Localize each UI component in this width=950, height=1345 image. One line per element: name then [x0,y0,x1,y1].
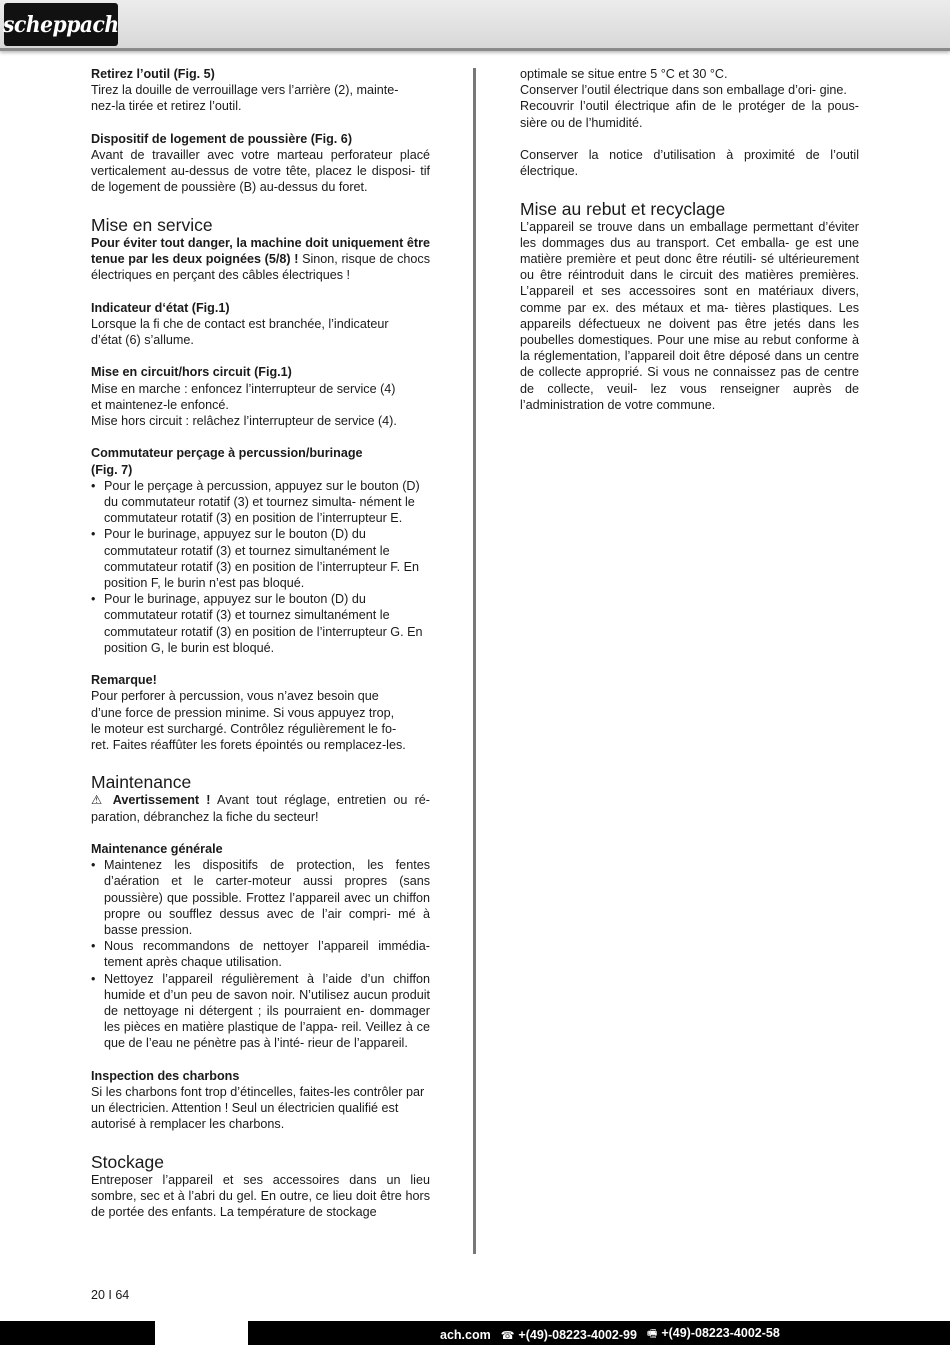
phone-icon: ☎ [500,1329,515,1342]
fax-icon: 🖷 [646,1328,658,1340]
mise-en-service-warning: Pour éviter tout danger, la machine doit uniquement être tenue par les deux poignées (5/8) ! [91,235,430,266]
footer-website[interactable]: ach.com [440,1327,491,1342]
disposal-recycling-text: L’appareil se trouve dans un emballage permettant d’éviter les dommages dus au transport. Cet emballa- ge est une matière première et peut donc être réutili- sé ultérieurement ou être réintroduit dans le circuit des matières premières. L’appareil et ses accessoires sont en matériaux divers, comme par ex. des métaux et ma- tières plastiques. Les appareils défectueux ne doivent pas être jetés dans les poubelles domestiques. Pour une mise au rebut conforme à la réglementation, l’appareil doit être déposé dans un centre de collecte approprié. Si vous ne connaissez pas de centre de collecte, veuil- lez vous renseigner auprès de l’administration de votre commune. [520,219,859,412]
storage-line: Conserver l’outil électrique dans son emballage d’ori- gine. [520,83,847,98]
remark-line: ret. Faites réaffûter les forets épointés ou remplacez-les. [91,738,406,753]
footer-bar-gap [155,1321,248,1345]
remark-line: le moteur est surchargé. Contrôlez régulièrement le fo- [91,721,397,736]
mode-switch-list [91,478,430,656]
status-indicator-line: Lorsque la fi che de contact est branchée, l’indicateur [91,316,389,331]
dust-collector-text: Avant de travailler avec votre marteau perforateur placé verticalement au-dessus de votre tête, placez le disposi- tif de logement de poussière (B) au-dessus du foret. [91,148,430,195]
retirez-outil-line: nez-la tirée et retirez l’outil. [91,99,242,114]
maintenance-title: Maintenance [91,772,192,793]
scheppach-logo [4,3,118,46]
on-off-heading: Mise en circuit/hors circuit (Fig.1) [91,365,292,380]
logo-text: scheppach [3,11,119,38]
brush-inspection-heading: Inspection des charbons [91,1068,240,1083]
storage-line: Recouvrir l’outil électrique afin de le protéger de la pous- sière ou de l’humidité. [520,99,859,130]
list-item: • Pour le perçage à percussion, appuyez sur le bouton (D) du commutateur rotatif (3) et tournez simulta- nément le commutateur rotatif (3) en position de l’interrupteur E. [91,478,430,527]
mise-en-service-title: Mise en service [91,214,213,235]
list-item: • Maintenez les dispositifs de protection, les fentes d’aération et le carter-moteur aussi propres (sans poussière) que possible. Frottez l’appareil avec un chiffon propre ou soufflez dessus avec de l’air compri- mé à basse pression. [91,857,430,938]
on-off-line: et maintenez-le enfoncé. [91,397,229,412]
disposal-recycling-title: Mise au rebut et recyclage [520,198,726,219]
mise-en-service-rest: Sinon, risque de chocs électriques en perçant des câbles électriques ! [91,252,430,283]
footer-fax-group [647,1325,780,1344]
status-indicator-line: d’état (6) s’allume. [91,333,194,347]
warning-text: Avant tout réglage, entretien ou ré- paration, débranchez la fiche du secteur! [91,793,430,824]
mise-en-service-text [91,235,430,284]
manual-notice: Conserver la notice d’utilisation à proximité de l’outil électrique. [520,148,859,179]
warning-label: Avertissement ! [106,793,211,808]
storage-continued: optimale se situe entre 5 °C et 30 °C. [520,67,728,81]
mode-switch-heading: Commutateur perçage à percussion/burinage [91,446,363,461]
mode-switch-heading-fig: (Fig. 7) [91,462,133,477]
remark-line: Pour perforer à percussion, vous n’avez besoin que [91,689,379,704]
list-item: • Pour le burinage, appuyez sur le bouton (D) du commutateur rotatif (3) et tournez simultanément le commutateur rotatif (3) en position de l’interrupteur F. En position F, le burin n’est pas bloqué. [91,526,430,591]
storage-text: Entreposer l’appareil et ses accessoires dans un lieu sombre, sec et à l’abri du gel. En outre, ce lieu doit être hors de portée des enfants. La température de stockage [91,1172,430,1220]
page-number: 20 I 64 [91,1288,130,1302]
brush-inspection-text: Si les charbons font trop d’étincelles, faites-les contrôler par un électricien. Attention ! Seul un électricien qualifié est autorisé à remplacer les charbons. [91,1085,425,1132]
remark-line: d’une force de pression minime. Si vous appuyez trop, [91,705,395,720]
status-indicator-heading: Indicateur d‘état (Fig.1) [91,300,230,315]
on-off-line: Mise hors circuit : relâchez l’interrupteur de service (4). [91,414,397,428]
footer-fax: +(49)-08223-4002-58 [661,1326,780,1340]
dust-collector-heading: Dispositif de logement de poussière (Fig. 6) [91,131,353,146]
maintenance-warning [91,792,430,824]
retirez-outil-line: Tirez la douille de verrouillage vers l’arrière (2), mainte- [91,83,399,98]
general-maintenance-heading: Maintenance générale [91,842,223,857]
page-header-band [0,0,950,51]
remark-heading: Remarque! [91,673,157,688]
list-item: • Nettoyez l’appareil régulièrement à l’aide d’un chiffon humide et d’un peu de savon noir. N’utilisez aucun produit de nettoyage ni détergent ; ils pourraient en- dommager les pièces en matière plastique de l’appa- reil. Veillez à ce que de l’eau ne pénètre pas à l’inté- rieur de l’appareil. [91,971,430,1052]
storage-title: Stockage [91,1151,164,1172]
warning-triangle-icon: ⚠ [91,793,107,808]
retirez-outil-heading: Retirez l’outil (Fig. 5) [91,67,215,81]
footer-phone-group [501,1328,637,1342]
footer-phone: +(49)-08223-4002-99 [518,1327,637,1342]
right-column [520,66,859,413]
left-column [91,66,430,1220]
list-item: • Nous recommandons de nettoyer l’appareil immédia- tement après chaque utilisation. [91,938,430,970]
list-item: • Pour le burinage, appuyez sur le bouton (D) du commutateur rotatif (3) et tournez simultanément le commutateur rotatif (3) en position de l’interrupteur G. En position G, le burin est bloqué. [91,591,430,656]
footer-contact [440,1325,780,1344]
on-off-line: Mise en marche : enfoncez l’interrupteur de service (4) [91,381,396,396]
column-divider [473,68,476,1254]
general-maintenance-list [91,857,430,1051]
